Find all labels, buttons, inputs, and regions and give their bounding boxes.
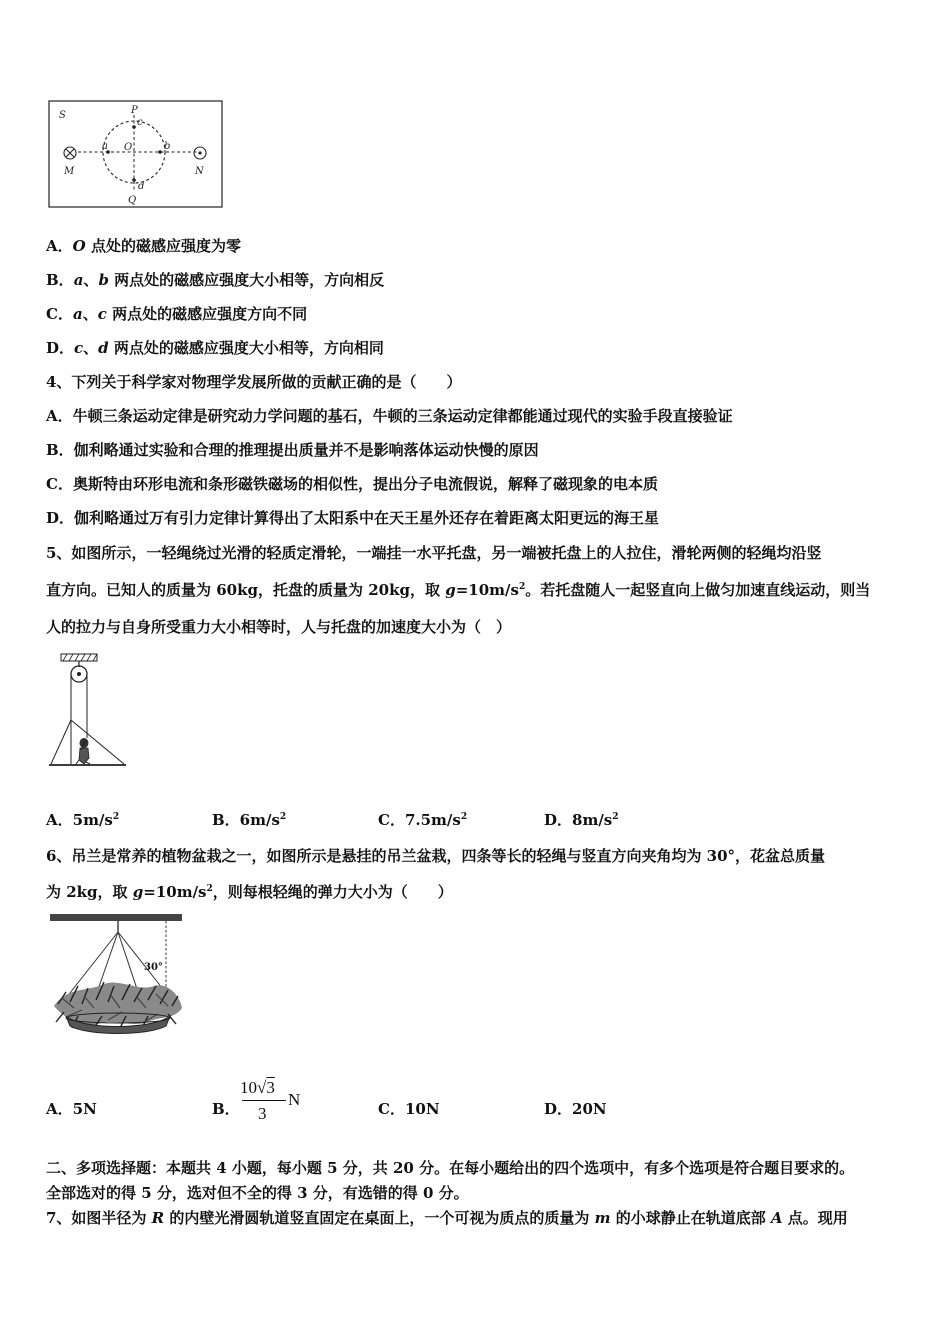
q5-option-b: B．$6m/s^2$ [212,811,287,829]
q6-option-b-label: B． [212,1100,240,1118]
q6-stem-line2: 为 2kg，取 $g=10m/s^2$，则每根轻绳的弹力大小为（ ） [46,883,453,901]
section2-heading-line2: 全部选对的得 5 分，选对但不全的得 3 分，有选错的得 0 分。 [46,1184,469,1202]
q3-option-c: C．a、c 两点处的磁感应强度方向不同 [46,305,308,323]
q5-option-c: C．$7.5m/s^2$ [378,811,468,829]
angle-label: 30° [144,962,163,973]
q5-option-d: D．$8m/s^2$ [544,811,619,829]
pulley-tray-figure [48,652,130,772]
sqrt-sign: √ [257,1078,267,1097]
q6-stem-line1: 6、吊兰是常养的植物盆栽之一，如图所示是悬挂的吊兰盆栽，四条等长的轻绳与竖直方向夹角均为 30°，花盆总质量 [46,847,826,865]
q6-option-a: A．5N [46,1100,97,1118]
hanging-plant-figure [48,912,188,1037]
label-b: b [164,141,171,152]
q3-option-a: A．O 点处的磁感应强度为零 [46,237,241,255]
fraction-denominator: 3 [258,1104,267,1123]
label-P: P [131,105,138,116]
q4-option-d: D．伽利略通过万有引力定律计算得出了太阳系中在天王星外还存在着距离太阳更远的海王星 [46,509,660,527]
q3-option-d: D．c、d 两点处的磁感应强度大小相等，方向相同 [46,339,384,357]
q6-option-c: C．10N [378,1100,440,1118]
q3-option-b: B．a、b 两点处的磁感应强度大小相等，方向相反 [46,271,385,289]
q4-option-a: A．牛顿三条运动定律是研究动力学问题的基石，牛顿的三条运动定律都能通过现代的实验手段直接验证 [46,407,733,425]
label-d: d [138,181,145,192]
label-Q: Q [128,195,137,206]
section2-heading-line1: 二、多项选择题：本题共 4 小题，每小题 5 分，共 20 分。在每小题给出的四个选项中，有多个选项是符合题目要求的。 [46,1159,855,1177]
q7-stem-line1: 7、如图半径为 R 的内壁光滑圆轨道竖直固定在桌面上，一个可视为质点的质量为 m 的小球静止在轨道底部 A 点。现用 [46,1209,848,1227]
label-S: S [59,110,66,121]
label-M: M [64,166,75,177]
q6-option-d: D．20N [544,1100,607,1118]
fraction-unit: N [288,1090,301,1109]
q4-stem: 4、下列关于科学家对物理学发展所做的贡献正确的是（ ） [46,373,462,391]
magnetic-field-figure [48,100,224,210]
q5-stem-line1: 5、如图所示，一轻绳绕过光滑的轻质定滑轮，一端挂一水平托盘，另一端被托盘上的人拉住，滑轮两侧的轻绳均沿竖 [46,544,822,562]
label-c: c [137,117,143,128]
label-a: a [102,141,108,152]
q5-stem-line3: 人的拉力与自身所受重力大小相等时，人与托盘的加速度大小为（ ） [46,618,512,636]
label-O: O [124,142,133,153]
q4-option-b: B．伽利略通过实验和合理的推理提出质量并不是影响落体运动快慢的原因 [46,441,539,459]
q5-stem-line2: 直方向。已知人的质量为 60kg，托盘的质量为 20kg，取 $g=10m/s^2$。若托盘随人一起竖直向上做匀加速直线运动，则当 [46,581,871,599]
q4-option-c: C．奥斯特由环形电流和条形磁铁磁场的相似性，提出分子电流假说，解释了磁现象的电本质 [46,475,658,493]
label-N: N [195,166,204,177]
q5-option-a: A．$5m/s^2$ [46,811,120,829]
fraction-bar [242,1100,286,1101]
fraction-numerator: 10√3 [240,1078,275,1097]
